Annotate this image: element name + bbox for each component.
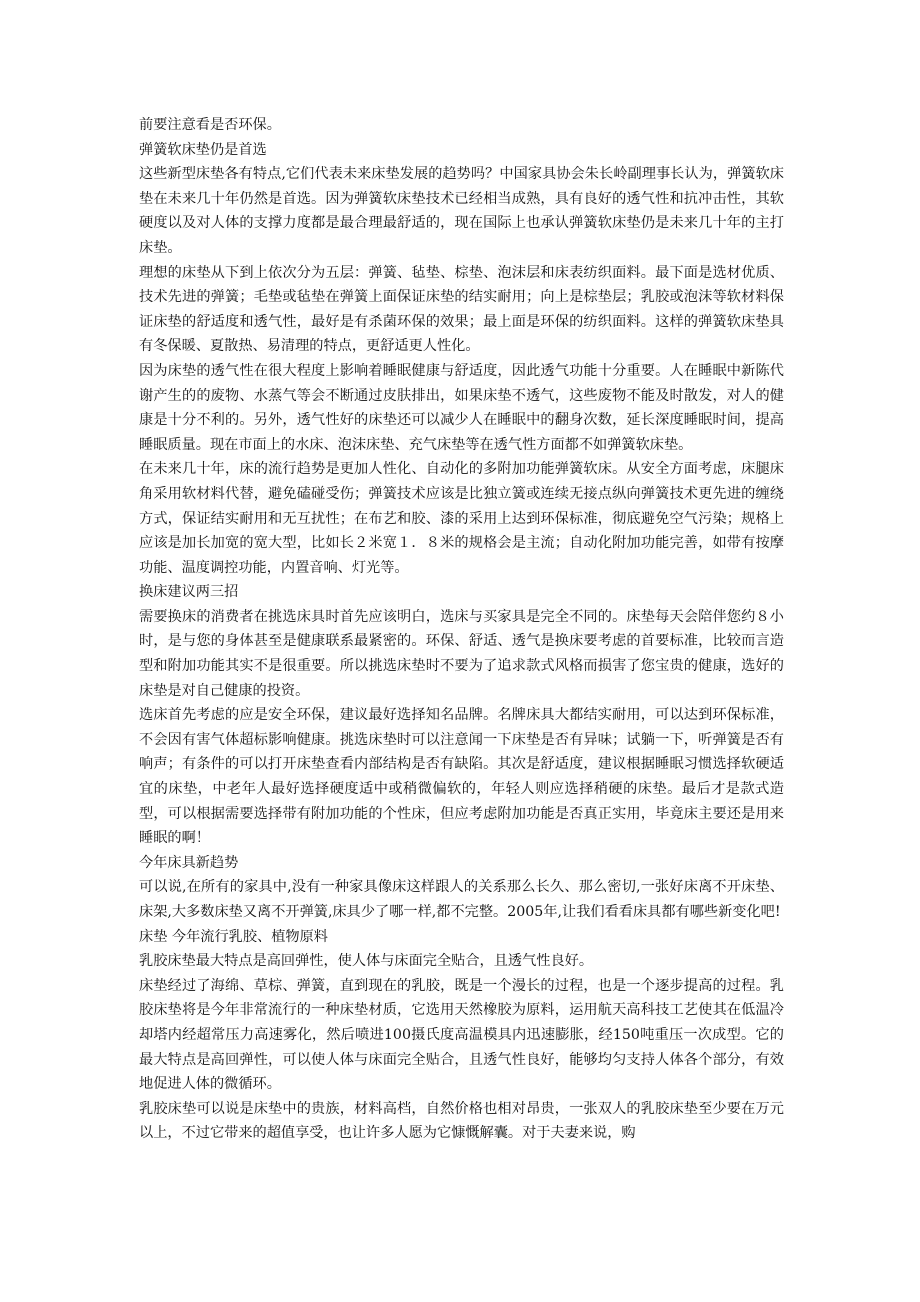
paragraph: 选床首先考虑的应是安全环保，建议最好选择知名品牌。名牌床具大都结实耐用，可以达到环保标准，不会因有害气体超标影响健康。挑选床垫时可以注意闻一下床垫是否有异味；试躺一下，听弹簧是否有响声；有条件的可以打开床垫查看内部结构是否有缺陷。其次是舒适度，建议根据睡眠习惯选择软硬适宜的床垫，中老年人最好选择硬度适中或稍微偏软的，年轻人则应选择稍硬的床垫。最后才是款式造型，可以根据需要选择带有附加功能的个性床，但应考虑附加功能是否真正实用，毕竟床主要还是用来睡眠的啊！ bbox=[139, 707, 784, 847]
paragraph: 乳胶床垫可以说是床垫中的贵族，材料高档，自然价格也相对昂贵，一张双人的乳胶床垫至少要在万元以上，不过它带来的超值享受，也让许多人愿为它慷慨解囊。对于夫妻来说，购 bbox=[139, 1100, 784, 1142]
paragraph: 可以说,在所有的家具中,没有一种家具像床这样跟人的关系那么长久、那么密切,一张好床离不开床垫、床架,大多数床垫又离不开弹簧,床具少了哪一样,都不完整。2005年,让我们看看床具都有哪些新变化吧! bbox=[139, 879, 784, 920]
paragraph: 因为床垫的透气性在很大程度上影响着睡眠健康与舒适度，因此透气功能十分重要。人在睡眠中新陈代谢产生的的废物、水蒸气等会不断通过皮肤排出，如果床垫不透气，这些废物不能及时散发，对人的健康是十分不利的。另外，透气性好的床垫还可以减少人在睡眠中的翻身次数，延长深度睡眠时间，提高睡眠质量。现在市面上的水床、泡沫床垫、充气床垫等在透气性方面都不如弹簧软床垫。 bbox=[139, 362, 784, 453]
paragraph: 这些新型床垫各有特点,它们代表未来床垫发展的趋势吗？中国家具协会朱长岭副理事长认为，弹簧软床垫在未来几十年仍然是首选。因为弹簧软床垫技术已经相当成熟，具有良好的透气性和抗冲击性，其软硬度以及对人体的支撑力度都是最合理最舒适的，现在国际上也承认弹簧软床垫仍是未来几十年的主打床垫。 bbox=[139, 166, 784, 256]
section-heading-new-trends: 今年床具新趋势 bbox=[139, 854, 239, 871]
section-heading-bed-advice: 换床建议两三招 bbox=[139, 584, 239, 601]
section-heading-latex: 床垫 今年流行乳胶、植物原料 bbox=[139, 928, 328, 945]
section-heading-spring-mattress: 弹簧软床垫仍是首选 bbox=[139, 141, 267, 158]
paragraph: 在未来几十年，床的流行趋势是更加人性化、自动化的多附加功能弹簧软床。从安全方面考虑，床腿床角采用软材料代替，避免磕碰受伤；弹簧技术应该是比独立簧或连续无接点纵向弹簧技术更先进的缠绕方式，保证结实耐用和无互扰性；在布艺和胶、漆的采用上达到环保标准，彻底避免空气污染；规格上应该是加长加宽的宽大型，比如长２米宽１．８米的规格会是主流；自动化附加功能完善，如带有按摩功能、温度调控功能，内置音响、灯光等。 bbox=[139, 461, 784, 576]
paragraph: 乳胶床垫最大特点是高回弹性，使人体与床面完全贴合，且透气性良好。 bbox=[139, 953, 594, 970]
document-body bbox=[139, 113, 784, 1146]
paragraph-intro-fragment: 前要注意看是否环保。 bbox=[139, 117, 281, 133]
paragraph: 需要换床的消费者在挑选床具时首先应该明白，选床与买家具是完全不同的。床垫每天会陪伴您约８小时，是与您的身体甚至是健康联系最紧密的。环保、舒适、透气是换床要考虑的首要标准，比较而言造型和附加功能其实不是很重要。所以挑选床垫时不要为了追求款式风格而损害了您宝贵的健康，选好的床垫是对自己健康的投资。 bbox=[139, 608, 784, 699]
paragraph: 床垫经过了海绵、草棕、弹簧，直到现在的乳胶，既是一个漫长的过程，也是一个逐步提高的过程。乳胶床垫将是今年非常流行的一种床垫材质，它选用天然橡胶为原料，运用航天高科技工艺使其在低温冷却塔内经超常压力高速雾化，然后喷进100摄氏度高温模具内迅速膨胀，经150吨重压一次成型。它的最大特点是高回弹性，可以使人体与床面完全贴合，且透气性良好，能够均匀支持人体各个部分，有效地促进人体的微循环。 bbox=[139, 977, 784, 1093]
paragraph: 理想的床垫从下到上依次分为五层：弹簧、毡垫、棕垫、泡沫层和床表纺织面料。最下面是选材优质、技术先进的弹簧；毛垫或毡垫在弹簧上面保证床垫的结实耐用；向上是棕垫层；乳胶或泡沫等软材料保证床垫的舒适度和透气性，最好是有杀菌环保的效果；最上面是环保的纺织面料。这样的弹簧软床垫具有冬保暖、夏散热、易清理的特点，更舒适更人性化。 bbox=[139, 264, 784, 355]
